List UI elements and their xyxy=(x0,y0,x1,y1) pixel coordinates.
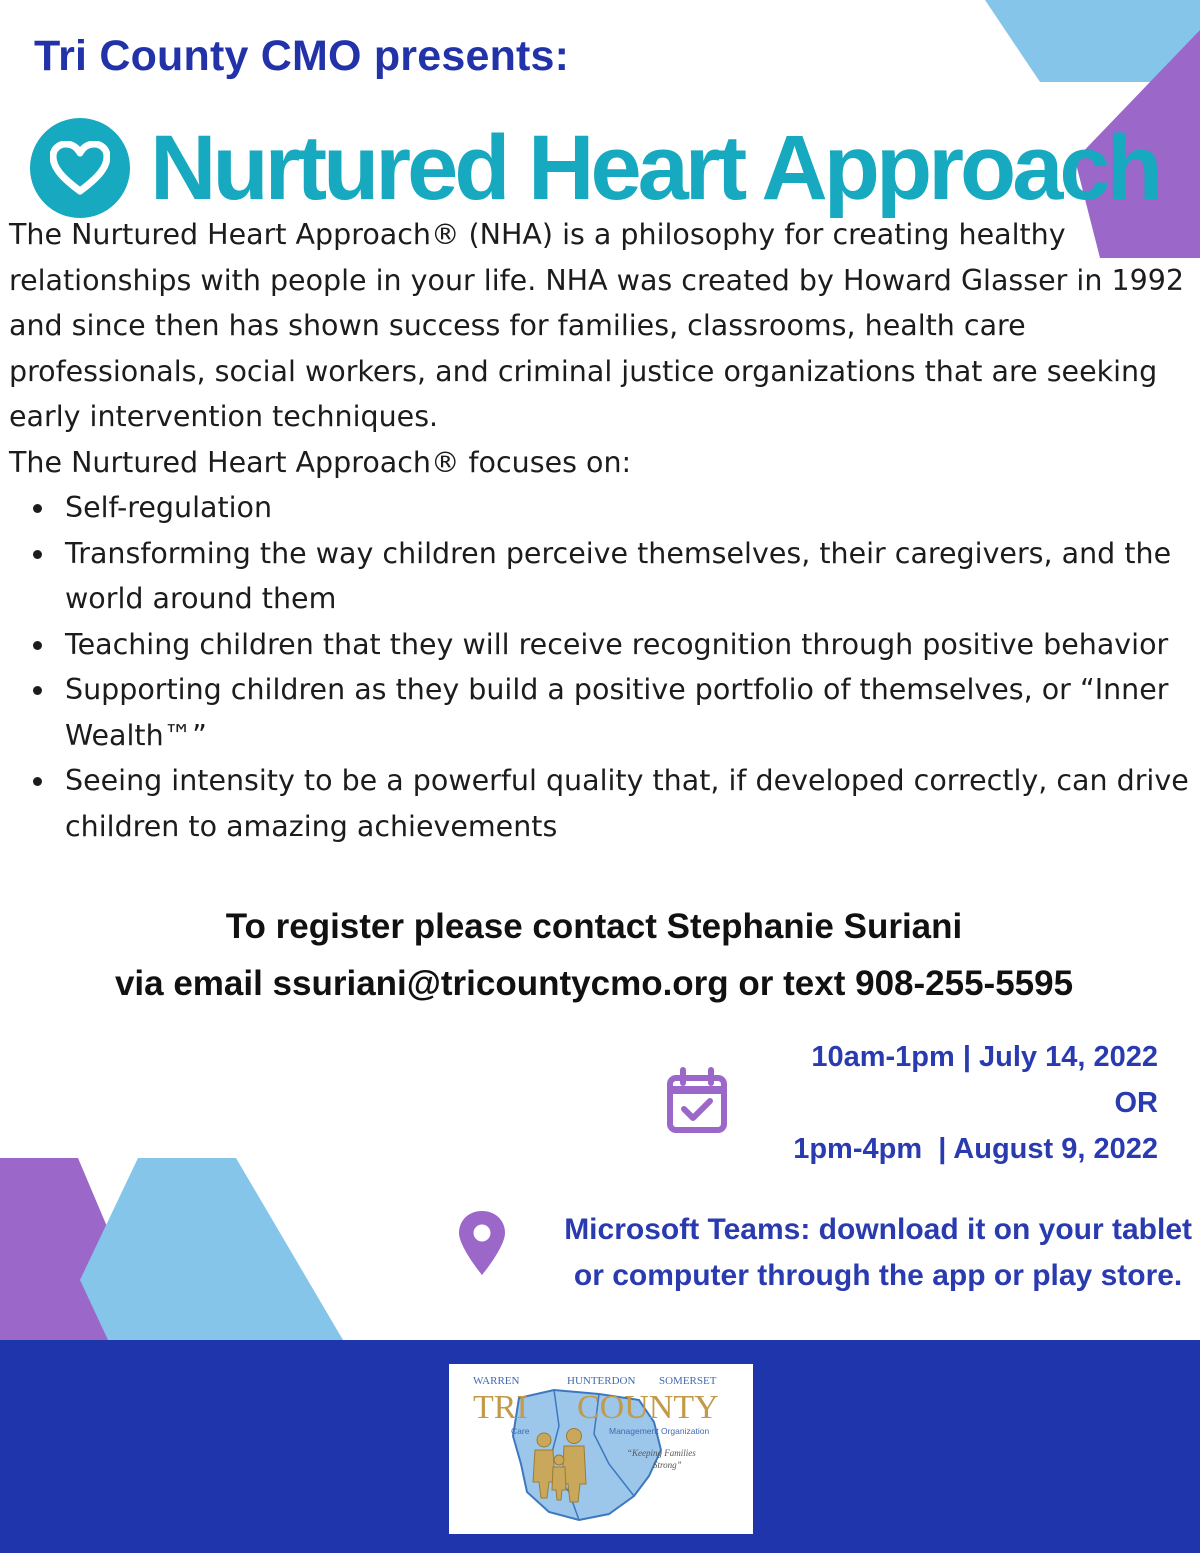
logo-county-warren: WARREN xyxy=(473,1375,520,1387)
focus-list xyxy=(9,485,1189,849)
registration-methods: via email ssuriani@tricountycmo.org or text 908-255-5595 xyxy=(114,964,1074,1003)
tri-county-logo xyxy=(449,1364,753,1534)
session-2: 1pm-4pm | August 9, 2022 xyxy=(793,1133,1158,1165)
registration-contact: To register please contact Stephanie Suriani xyxy=(225,907,963,946)
program-title xyxy=(30,108,1159,228)
calendar-check-icon xyxy=(666,1067,728,1135)
logo-org: Management Organization xyxy=(609,1426,710,1436)
intro-paragraph: The Nurtured Heart Approach® (NHA) is a philosophy for creating healthy relationships with people in your life. NHA was created by Howard Glasser in 1992 and since then has shown success for families, classrooms, health care professionals, social workers, and criminal justice organizations that are seeking early intervention techniques. xyxy=(9,218,1184,433)
location-line-1: Microsoft Teams: download it on your tablet xyxy=(564,1213,1192,1246)
decor-bottom-left-shapes xyxy=(0,1150,360,1340)
list-item: Supporting children as they build a positive portfolio of themselves, or “Inner Wealth™” xyxy=(9,667,1189,758)
registration-info xyxy=(0,898,1188,1012)
location-line-2: or computer through the app or play store. xyxy=(573,1259,1183,1292)
logo-county-somerset: SOMERSET xyxy=(659,1375,717,1387)
logo-care: Care xyxy=(511,1426,530,1436)
logo-tagline-2: Strong” xyxy=(653,1460,682,1470)
description xyxy=(9,212,1189,849)
logo-tagline-1: “Keeping Families xyxy=(627,1448,696,1458)
logo-tri: TRI xyxy=(473,1389,528,1426)
map-pin-icon xyxy=(457,1209,507,1277)
list-item: Transforming the way children perceive themselves, their caregivers, and the world around them xyxy=(9,531,1189,622)
presenter-heading: Tri County CMO presents: xyxy=(34,32,570,80)
program-title-text: Nurtured Heart Approach xyxy=(150,117,1159,219)
schedule-separator: OR xyxy=(1114,1087,1158,1119)
schedule xyxy=(793,1034,1158,1172)
list-item: Seeing intensity to be a powerful quality that, if developed correctly, can drive children to amazing achievements xyxy=(9,758,1189,849)
session-1: 10am-1pm | July 14, 2022 xyxy=(811,1041,1158,1073)
heart-icon xyxy=(30,118,130,218)
list-item: Teaching children that they will receive recognition through positive behavior xyxy=(9,622,1189,668)
logo-county-hunterdon: HUNTERDON xyxy=(567,1375,636,1387)
focus-intro: The Nurtured Heart Approach® focuses on: xyxy=(9,445,632,479)
location-info xyxy=(564,1207,1192,1299)
logo-county: COUNTY xyxy=(577,1389,719,1426)
list-item: Self-regulation xyxy=(9,485,1189,531)
